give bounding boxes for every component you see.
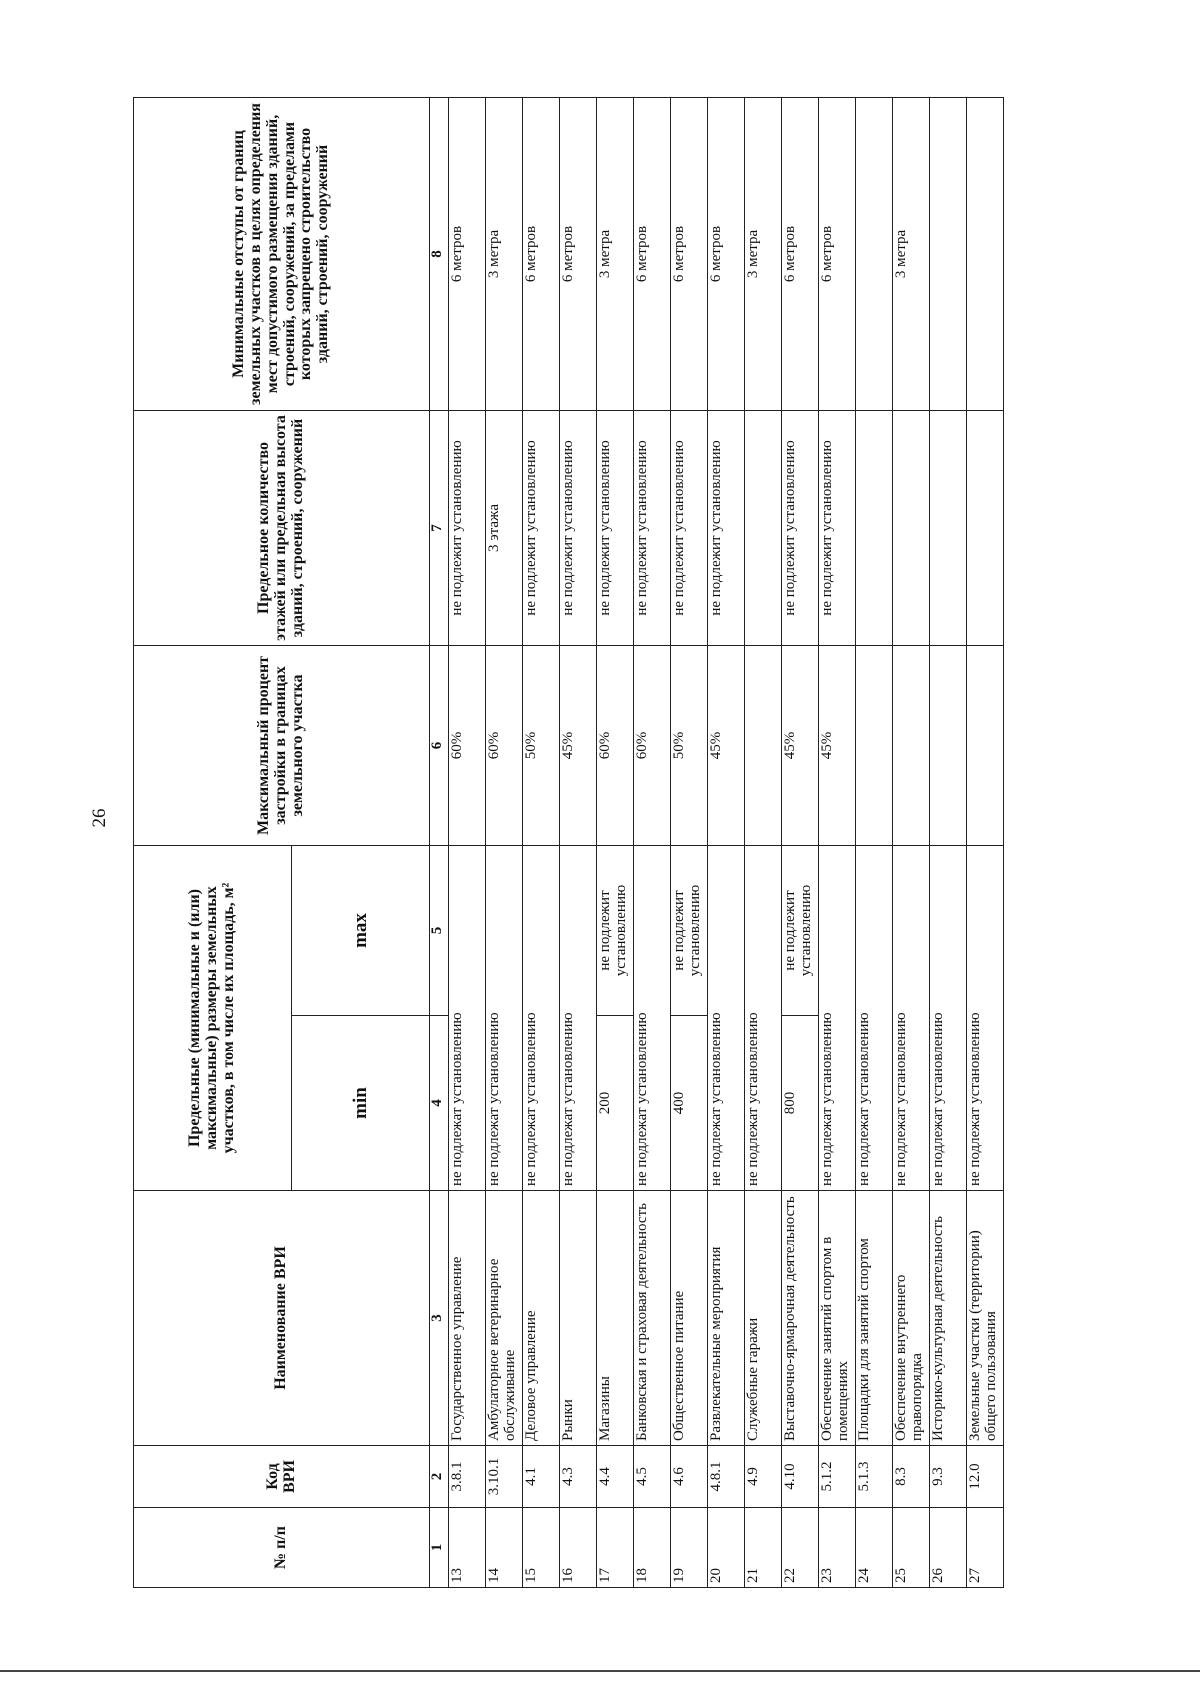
table-row xyxy=(819,97,856,1587)
header-setback: Минимальные отступы от границ земельных участков в целях определения мест допустимого размещения зданий, строений, сооружений, за пределами которых запрещено строительство зданий, строений, сооружений xyxy=(134,97,430,410)
table-row xyxy=(967,97,1004,1587)
height-limit: не подлежит установлению xyxy=(560,410,597,645)
table-row xyxy=(671,97,708,1587)
vri-code: 4.8.1 xyxy=(708,1446,745,1508)
vri-name: Рынки xyxy=(560,1191,597,1446)
coverage-percent: 60% xyxy=(597,645,634,845)
height-limit: не подлежит установлению xyxy=(634,410,671,645)
column-number: 1 xyxy=(430,1508,449,1588)
area-limits: не подлежат установлению xyxy=(449,845,486,1190)
area-limits: не подлежат установлению xyxy=(930,845,967,1190)
rotated-table-wrapper xyxy=(133,98,1133,1588)
area-min: 200 xyxy=(597,1016,634,1191)
height-limit xyxy=(893,410,930,645)
vri-code: 4.4 xyxy=(597,1446,634,1508)
area-limits: не подлежат установлению xyxy=(560,845,597,1190)
height-limit: не подлежит установлению xyxy=(449,410,486,645)
setback: 6 метров xyxy=(523,97,560,410)
vri-name: Выставочно-ярмарочная деятельность xyxy=(782,1191,819,1446)
coverage-percent: 45% xyxy=(782,645,819,845)
area-max: не подлежит установлению xyxy=(671,845,708,1015)
setback: 6 метров xyxy=(671,97,708,410)
vri-code: 4.1 xyxy=(523,1446,560,1508)
area-max: не подлежит установлению xyxy=(597,845,634,1015)
vri-code: 4.10 xyxy=(782,1446,819,1508)
height-limit: не подлежит установлению xyxy=(819,410,856,645)
height-limit xyxy=(930,410,967,645)
coverage-percent xyxy=(930,645,967,845)
coverage-percent: 60% xyxy=(449,645,486,845)
coverage-percent xyxy=(893,645,930,845)
row-number: 24 xyxy=(856,1508,893,1588)
vri-name: Деловое управление xyxy=(523,1191,560,1446)
setback: 6 метров xyxy=(449,97,486,410)
setback: 3 метра xyxy=(745,97,782,410)
height-limit xyxy=(856,410,893,645)
vri-code: 3.8.1 xyxy=(449,1446,486,1508)
table-row xyxy=(560,97,597,1587)
height-limit: не подлежит установлению xyxy=(671,410,708,645)
area-limits: не подлежат установлению xyxy=(893,845,930,1190)
row-number: 18 xyxy=(634,1508,671,1588)
header-area-min: min xyxy=(292,1016,430,1191)
table-row xyxy=(449,97,486,1587)
column-number: 4 xyxy=(430,1016,449,1191)
setback: 3 метра xyxy=(597,97,634,410)
vri-name: Амбулаторное ветеринарное обслуживание xyxy=(486,1191,523,1446)
column-number: 6 xyxy=(430,645,449,845)
vri-code: 3.10.1 xyxy=(486,1446,523,1508)
column-number: 3 xyxy=(430,1191,449,1446)
row-number: 26 xyxy=(930,1508,967,1588)
row-number: 21 xyxy=(745,1508,782,1588)
vri-name: Магазины xyxy=(597,1191,634,1446)
table-row xyxy=(893,97,930,1587)
height-limit: не подлежит установлению xyxy=(782,410,819,645)
height-limit: 3 этажа xyxy=(486,410,523,645)
setback: 6 метров xyxy=(782,97,819,410)
column-number: 2 xyxy=(430,1446,449,1508)
row-number: 22 xyxy=(782,1508,819,1588)
vri-name: Обеспечение внутреннего правопорядка xyxy=(893,1191,930,1446)
row-number: 25 xyxy=(893,1508,930,1588)
setback: 3 метра xyxy=(893,97,930,410)
row-number: 14 xyxy=(486,1508,523,1588)
height-limit xyxy=(967,410,1004,645)
area-min: 400 xyxy=(671,1016,708,1191)
page-bottom-rule xyxy=(0,1670,1200,1672)
column-number: 5 xyxy=(430,845,449,1015)
vri-name: Земельные участки (территории) общего пользования xyxy=(967,1191,1004,1446)
coverage-percent: 45% xyxy=(560,645,597,845)
area-limits: не подлежат установлению xyxy=(708,845,745,1190)
row-number: 16 xyxy=(560,1508,597,1588)
vri-code: 5.1.2 xyxy=(819,1446,856,1508)
vri-code: 4.3 xyxy=(560,1446,597,1508)
vri-name: Общественное питание xyxy=(671,1191,708,1446)
table-row xyxy=(523,97,560,1587)
land-use-regulations-table xyxy=(133,97,1004,1588)
header-height: Предельное количество этажей или предельная высота зданий, строений, сооружений xyxy=(134,410,430,645)
area-limits: не подлежат установлению xyxy=(523,845,560,1190)
vri-code: 4.6 xyxy=(671,1446,708,1508)
area-limits: не подлежат установлению xyxy=(819,845,856,1190)
coverage-percent xyxy=(856,645,893,845)
header-coverage: Максимальный процент застройки в границах земельного участка xyxy=(134,645,430,845)
setback xyxy=(856,97,893,410)
vri-code: 4.9 xyxy=(745,1446,782,1508)
column-number: 8 xyxy=(430,97,449,410)
vri-code: 9.3 xyxy=(930,1446,967,1508)
setback: 6 метров xyxy=(634,97,671,410)
height-limit: не подлежит установлению xyxy=(597,410,634,645)
table-row xyxy=(745,97,782,1587)
coverage-percent: 60% xyxy=(634,645,671,845)
header-area-max: max xyxy=(292,845,430,1015)
coverage-percent: 45% xyxy=(708,645,745,845)
vri-name: Обеспечение занятий спортом в помещениях xyxy=(819,1191,856,1446)
row-number: 27 xyxy=(967,1508,1004,1588)
page-number: 26 xyxy=(89,808,110,828)
header-area-group: Предельные (минимальные и (или) максимальные) размеры земельных участков, в том числе их площадь, м² xyxy=(134,845,292,1190)
coverage-percent xyxy=(745,645,782,845)
row-number: 13 xyxy=(449,1508,486,1588)
area-min: 800 xyxy=(782,1016,819,1191)
height-limit: не подлежит установлению xyxy=(708,410,745,645)
height-limit: не подлежит установлению xyxy=(523,410,560,645)
vri-code: 4.5 xyxy=(634,1446,671,1508)
vri-code: 5.1.3 xyxy=(856,1446,893,1508)
vri-name: Государственное управление xyxy=(449,1191,486,1446)
header-code: Код ВРИ xyxy=(134,1446,430,1508)
vri-name: Площадки для занятий спортом xyxy=(856,1191,893,1446)
vri-name: Историко-культурная деятельность xyxy=(930,1191,967,1446)
area-limits: не подлежат установлению xyxy=(967,845,1004,1190)
row-number: 20 xyxy=(708,1508,745,1588)
coverage-percent: 60% xyxy=(486,645,523,845)
vri-name: Банковская и страховая деятельность xyxy=(634,1191,671,1446)
vri-code: 12.0 xyxy=(967,1446,1004,1508)
setback xyxy=(930,97,967,410)
table-row xyxy=(708,97,745,1587)
table-row xyxy=(856,97,893,1587)
table-row xyxy=(597,97,634,1587)
table-row xyxy=(634,97,671,1587)
coverage-percent: 50% xyxy=(671,645,708,845)
area-limits: не подлежат установлению xyxy=(486,845,523,1190)
vri-code: 8.3 xyxy=(893,1446,930,1508)
setback: 6 метров xyxy=(708,97,745,410)
table-row xyxy=(782,97,819,1587)
row-number: 23 xyxy=(819,1508,856,1588)
area-max: не подлежит установлению xyxy=(782,845,819,1015)
setback: 6 метров xyxy=(560,97,597,410)
setback xyxy=(967,97,1004,410)
coverage-percent: 45% xyxy=(819,645,856,845)
row-number: 19 xyxy=(671,1508,708,1588)
row-number: 17 xyxy=(597,1508,634,1588)
setback: 6 метров xyxy=(819,97,856,410)
height-limit xyxy=(745,410,782,645)
coverage-percent: 50% xyxy=(523,645,560,845)
coverage-percent xyxy=(967,645,1004,845)
area-limits: не подлежат установлению xyxy=(856,845,893,1190)
vri-name: Служебные гаражи xyxy=(745,1191,782,1446)
row-number: 15 xyxy=(523,1508,560,1588)
header-num: № п/п xyxy=(134,1508,430,1588)
area-limits: не подлежат установлению xyxy=(745,845,782,1190)
setback: 3 метра xyxy=(486,97,523,410)
header-name: Наименование ВРИ xyxy=(134,1191,430,1446)
table-row xyxy=(930,97,967,1587)
table-row xyxy=(486,97,523,1587)
column-number: 7 xyxy=(430,410,449,645)
area-limits: не подлежат установлению xyxy=(634,845,671,1190)
vri-name: Развлекательные мероприятия xyxy=(708,1191,745,1446)
